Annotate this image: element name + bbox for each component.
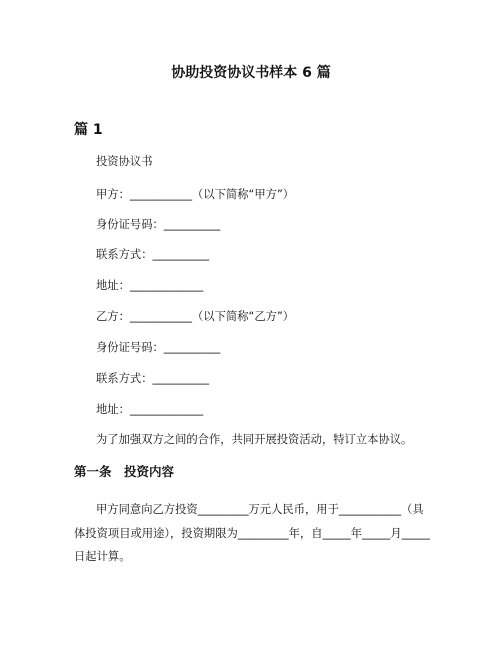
party-b-line: 乙方：___________（以下简称“乙方”） [96, 310, 295, 323]
party-b-id-line: 身份证号码：__________ [96, 341, 221, 354]
party-a-contact-line: 联系方式：__________ [96, 248, 209, 261]
party-a-line: 甲方：___________（以下简称“甲方”） [96, 188, 295, 201]
party-a-address-line: 地址：_____________ [96, 279, 204, 292]
article-body-text: 甲方同意向乙方投资_________万元人民币，用于___________（具体投资项目或用途），投资期限为_________年，自_____年_____月_____日起计算。 [74, 503, 430, 563]
article-heading: 第一条 投资内容 [74, 464, 175, 479]
party-b-address-line: 地址：_____________ [96, 403, 204, 416]
document-title: 协助投资协议书样本 6 篇 [171, 65, 331, 81]
doc-line-heading: 投资协议书 [96, 155, 153, 168]
article-body [74, 498, 434, 569]
intro-sentence: 为了加强双方之间的合作，共同开展投资活动，特订立本协议。 [96, 433, 413, 446]
party-a-id-line: 身份证号码：__________ [96, 218, 221, 231]
party-b-contact-line: 联系方式：__________ [96, 372, 209, 385]
section-heading: 篇 1 [74, 122, 103, 138]
